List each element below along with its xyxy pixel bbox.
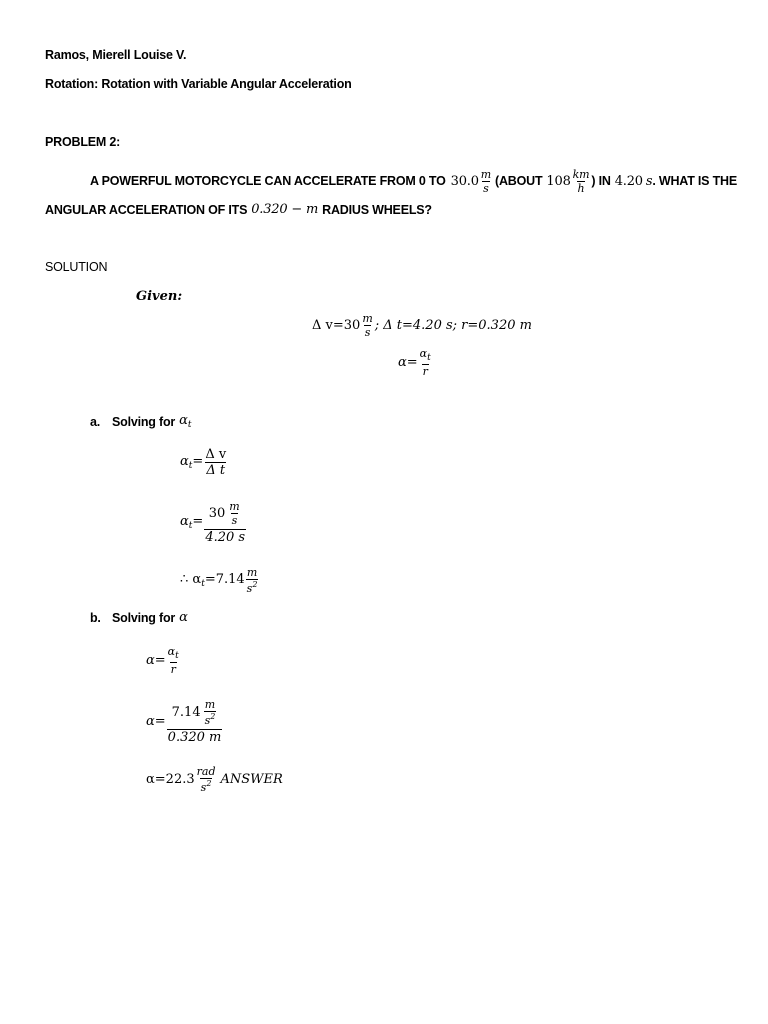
speed-kmh-value: 108 [546, 173, 571, 189]
alpha-formula: α= $\frac{\alpha_t}{r}$ [398, 346, 431, 378]
given-label: Given: [136, 289, 183, 304]
speed-kmh-unit-fraction: $\frac{km}{h}$ [572, 167, 590, 195]
part-a-var: $\alpha_t$ [179, 413, 192, 430]
alpha-formula-fraction: $\frac{\alpha_t}{r}$ [419, 346, 431, 378]
problem-text-3: ) IN [591, 174, 611, 188]
problem-text-5: ANGULAR ACCELERATION OF ITS [45, 202, 248, 217]
solution-heading: SOLUTION [45, 260, 108, 274]
problem-text-6: RADIUS WHEELS? [322, 202, 432, 217]
part-b-eq1: α= $\frac{\alpha_t}{r}$ [146, 644, 179, 676]
time-unit: s [645, 173, 653, 189]
radius-value: 0.320 − m [251, 202, 319, 217]
answer-label: ANSWER [220, 771, 283, 787]
part-a-result: ∴ $\alpha_t=7.14$ $\frac{m}{s^2}$ [180, 565, 258, 595]
part-b-letter: b. [90, 610, 101, 625]
speed-unit-fraction: $\frac{m}{s}$ [480, 167, 492, 195]
part-b-result-unit: $\frac{\text{rad}}{s^2}$ [196, 764, 216, 794]
part-a-label: Solving for [112, 414, 176, 429]
problem-line-1 [90, 163, 737, 199]
problem-text-4: . WHAT IS THE [652, 174, 737, 188]
part-a-eq2: $\alpha_t=$ 30 $\frac{m}{s}$ 4.20 s [180, 499, 246, 545]
part-a-eq1: $\alpha_t=$ $\frac{\text{Δ v}}{\text{Δ t}}$ [180, 446, 227, 478]
given-values [312, 308, 532, 342]
given-delta-v: Δ v=30 [312, 317, 361, 333]
speed-value: 30.0 [450, 173, 479, 189]
problem-text-2: (ABOUT [495, 174, 543, 188]
part-a-letter: a. [90, 414, 101, 429]
part-b-var: α [179, 610, 188, 625]
problem-text-1: A POWERFUL MOTORCYCLE CAN ACCELERATE FROM 0 TO [90, 174, 446, 188]
part-a-eq1-fraction: $\frac{\text{Δ v}}{\text{Δ t}}$ [205, 446, 227, 478]
problem-heading: PROBLEM 2: [45, 135, 121, 149]
time-value: 4.20 [614, 173, 643, 189]
part-b-result-value: α=22.3 [146, 771, 195, 787]
given-time-radius: ; Δ t=4.20 s; r=0.320 m [374, 317, 532, 333]
part-b-result [146, 760, 283, 798]
part-a-eq2-fraction: 30 $\frac{m}{s}$ 4.20 s [205, 499, 246, 545]
author-name: Ramos, Mierell Louise V. [45, 48, 187, 62]
part-b-eq1-fraction: $\frac{\alpha_t}{r}$ [167, 644, 179, 676]
part-b-label: Solving for [112, 610, 176, 625]
topic-title: Rotation: Rotation with Variable Angular Acceleration [45, 77, 352, 91]
problem-line-2 [45, 202, 432, 217]
part-a-result-unit: $\frac{m}{s^2}$ [246, 565, 258, 595]
part-a-heading [90, 413, 191, 430]
part-b-heading [90, 610, 188, 625]
given-velocity-unit: $\frac{m}{s}$ [362, 311, 373, 339]
part-b-eq2: α= 7.14 $\frac{m}{s^2}$ 0.320 m [146, 697, 222, 745]
part-b-eq2-fraction: 7.14 $\frac{m}{s^2}$ 0.320 m [167, 697, 222, 745]
